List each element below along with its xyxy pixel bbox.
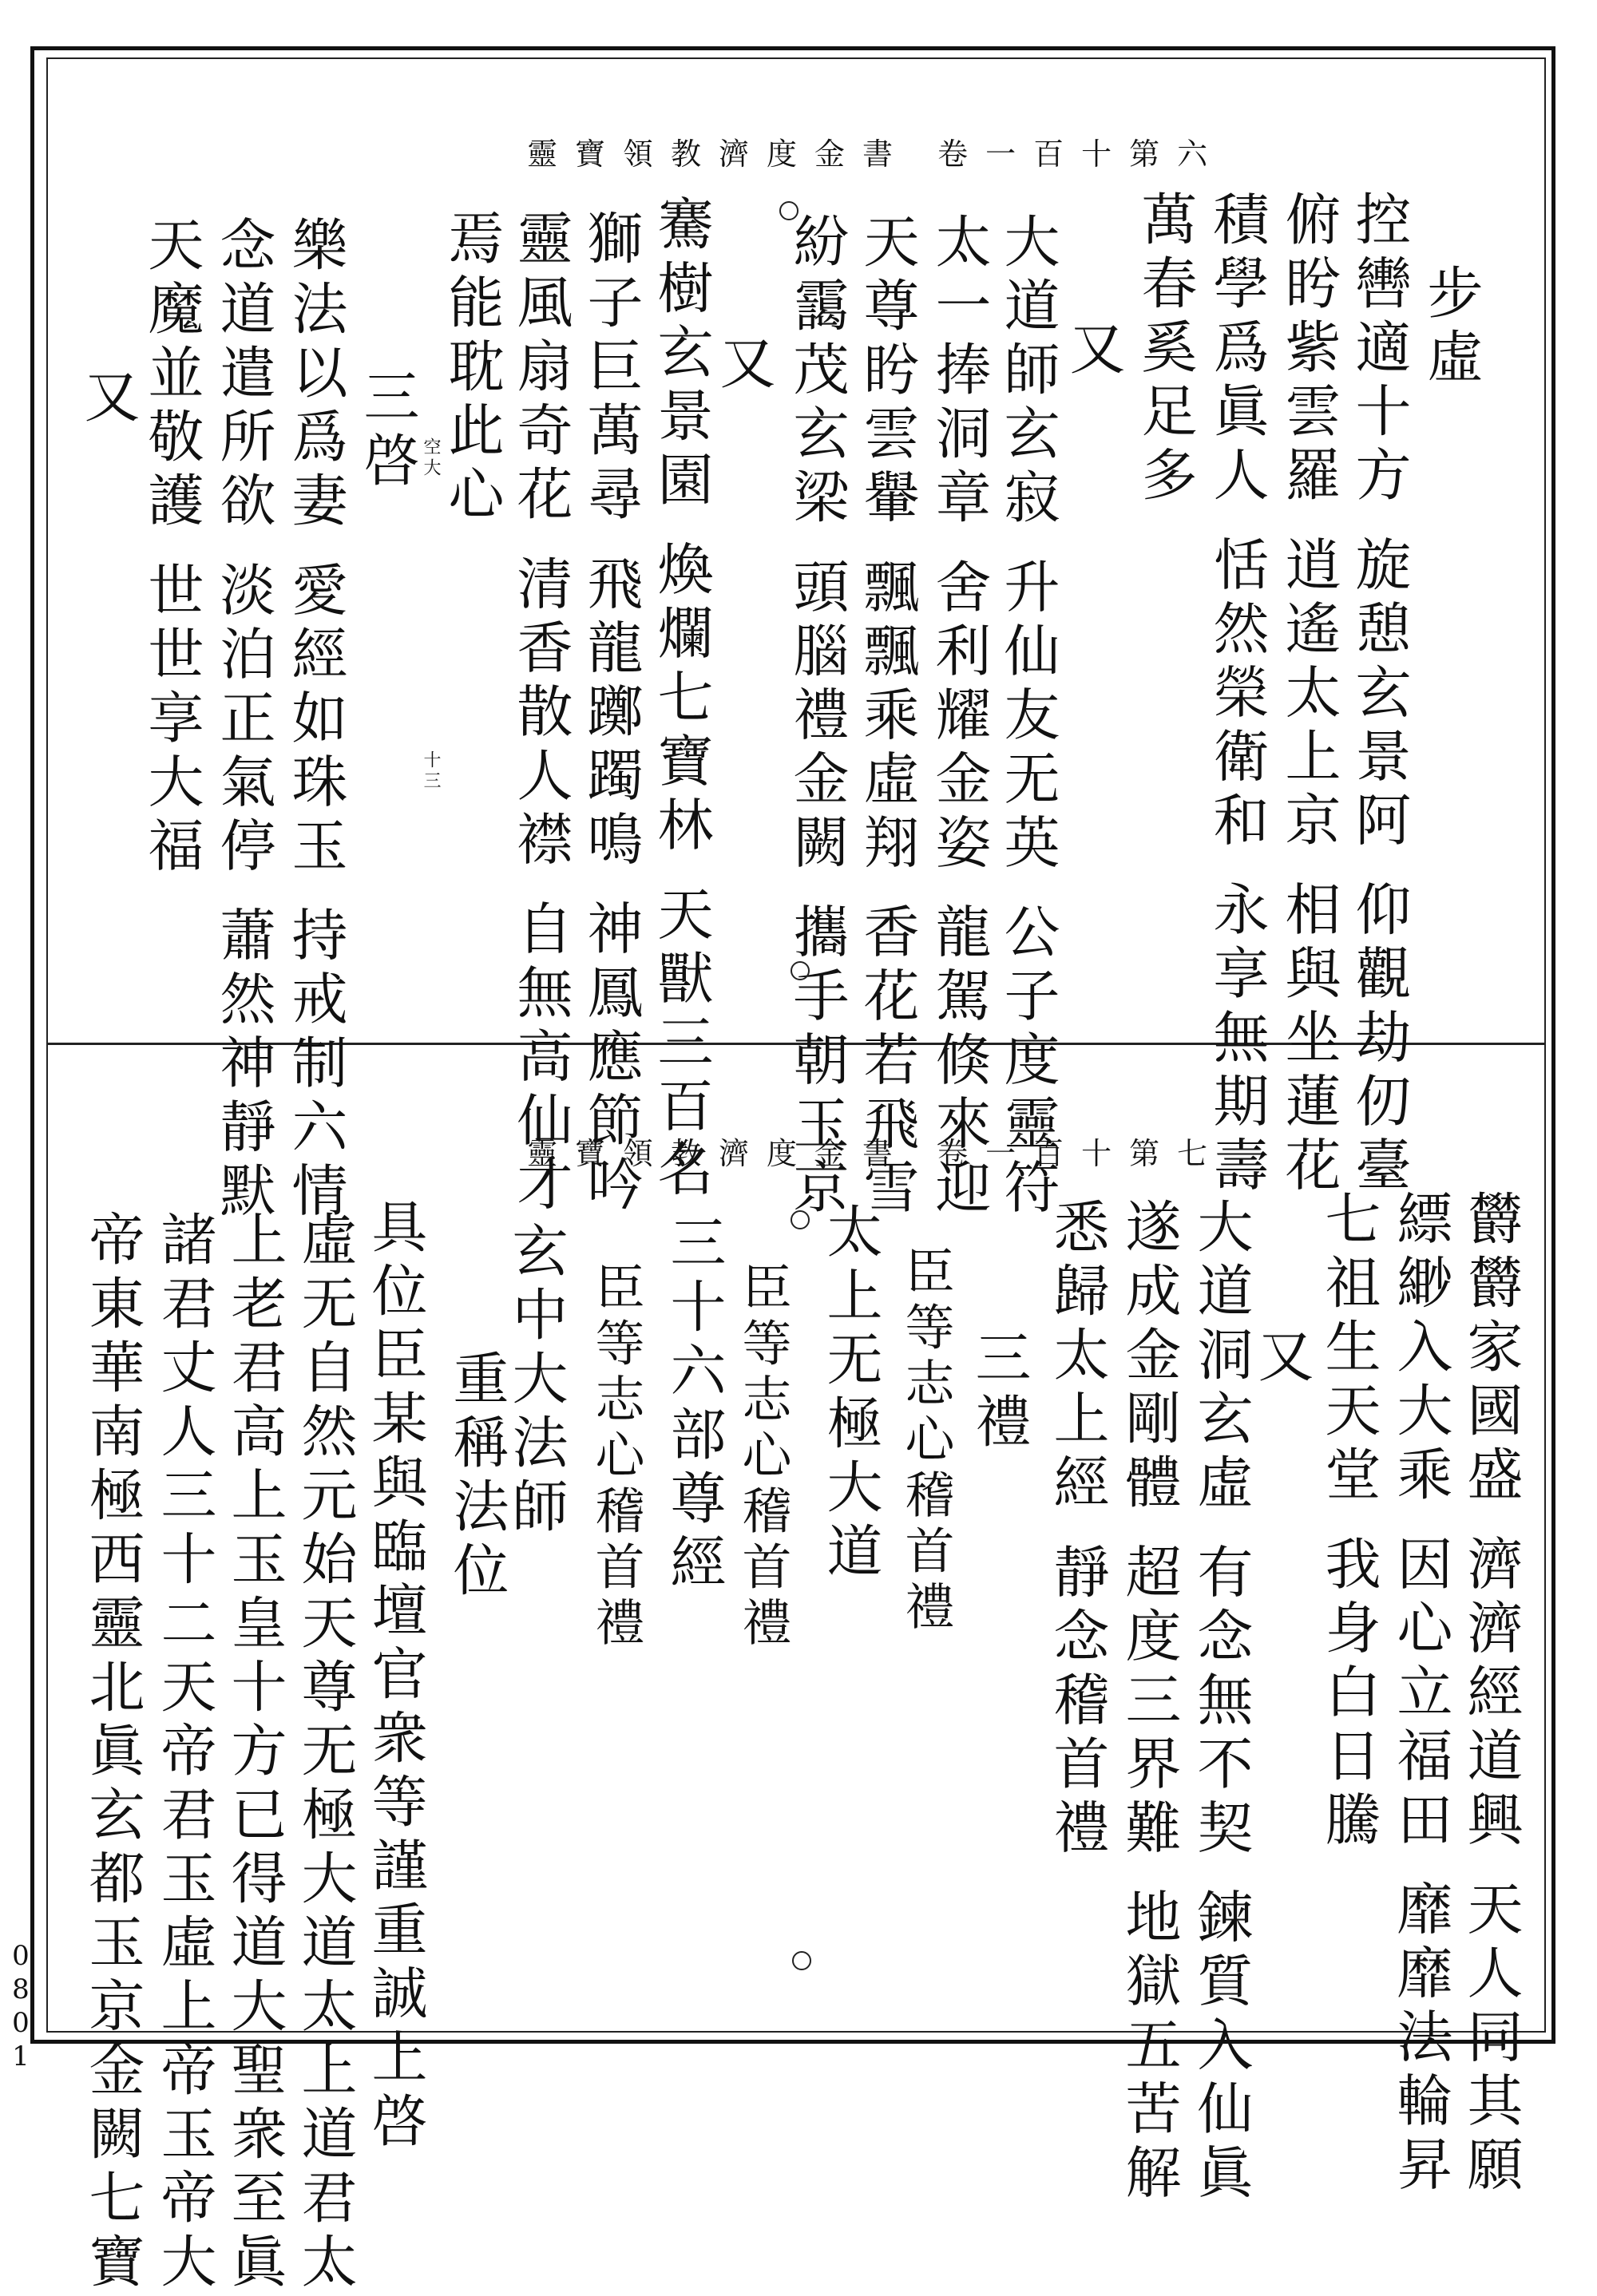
- top-marginal-2: 十三: [421, 750, 441, 792]
- bottom-col-14: 重稱法位: [444, 1349, 509, 1605]
- bottom-col-5: 遂成金剛體 超度三界難 地獄五苦解: [1116, 1197, 1182, 2207]
- punch-hole-mark: [791, 961, 810, 980]
- top-col-6: 大道師玄寂 升仙友无英 公子度靈符: [995, 212, 1060, 1222]
- bottom-col-3: 又: [1249, 1327, 1314, 1391]
- bottom-col-1: 縹緲入大乘 因心立福田 靡靡法輪昇: [1388, 1190, 1453, 2199]
- bottom-col-12: 臣等志心稽首禮: [587, 1261, 645, 1653]
- top-col-17: 念道遣所欲 淡泊正氣停 蕭然神靜默: [211, 216, 276, 1225]
- punch-hole-mark: [791, 1210, 810, 1229]
- bottom-col-15: 具位臣某與臨壇官衆等謹重誠上啓: [363, 1197, 428, 2155]
- bottom-col-7: 三禮: [966, 1328, 1032, 1456]
- bottom-col-18: 諸君丈人三十二天帝君玉虛上帝玉帝大: [152, 1210, 217, 2296]
- top-col-13: 靈風扇奇花 清香散人襟 自無高仙才: [508, 209, 573, 1219]
- bottom-col-13: 玄中大法師: [503, 1221, 569, 1541]
- bottom-col-9: 太上无極大道: [818, 1202, 883, 1585]
- top-col-16: 樂法以爲妻 愛經如珠玉 持戒制六情: [283, 216, 348, 1225]
- top-col-3: 積學爲眞人 恬然榮衛和 永享無期壽: [1204, 190, 1270, 1200]
- bottom-col-17: 上老君高上玉皇十方已得道大聖衆至眞: [222, 1210, 287, 2296]
- bottom-col-6: 悉歸太上經 靜念稽首禮: [1044, 1197, 1110, 1863]
- top-col-14: 焉能耽此心: [439, 209, 505, 528]
- top-header: 靈寶領教濟度金書 卷一百十第六: [527, 137, 1226, 172]
- bottom-col-10: 臣等志心稽首禮: [734, 1261, 792, 1653]
- top-col-0: 步虛: [1418, 263, 1484, 391]
- top-col-4: 萬春奚足多: [1132, 190, 1198, 509]
- top-col-11: 騫樹玄景園 煥爛七寶林 天獸三百名: [648, 195, 714, 1205]
- top-col-18: 天魔並敬護 世世享大福: [139, 216, 204, 881]
- top-col-7: 太一捧洞章 舍利耀金姿 龍駕倏來迎: [926, 212, 992, 1222]
- top-col-9: 紛靄茂玄梁 頭腦禮金闕 攜手朝玉京: [784, 212, 850, 1222]
- bottom-col-4: 大道洞玄虛 有念無不契 鍊質入仙眞: [1188, 1197, 1254, 2207]
- punch-hole-mark: [792, 1951, 811, 1970]
- top-col-19: 又: [75, 367, 141, 431]
- top-col-8: 天尊盻雲轝 飄飄乘虛翔 香花若飛雪: [854, 212, 920, 1222]
- bottom-col-2: 七祖生天堂 我身白日騰: [1316, 1190, 1381, 1855]
- bottom-col-8: 臣等志心稽首禮: [897, 1245, 955, 1637]
- top-col-15: 三啓: [355, 367, 420, 495]
- bottom-col-19: 帝東華南極西靈北眞玄都玉京金闕七寶: [80, 1210, 145, 2296]
- top-col-2: 俯盻紫雲羅 逍遙太上京 相與坐蓮花: [1276, 190, 1341, 1200]
- top-col-12: 獅子巨萬尋 飛龍躑躅鳴 神鳳應節吟: [578, 209, 644, 1219]
- top-marginal-1: 空大: [421, 437, 441, 479]
- bottom-header: 靈寶領教濟度金書 卷一百十第七: [527, 1136, 1226, 1171]
- punch-hole-mark: [779, 201, 798, 220]
- top-col-10: 又: [711, 334, 776, 398]
- bottom-col-16: 虛无自然元始天尊无極大道太上道君太: [292, 1210, 358, 2296]
- bottom-col-0: 欝欝家國盛 濟濟經道興 天人同其願: [1458, 1190, 1524, 2199]
- top-col-5: 又: [1060, 319, 1126, 383]
- bottom-col-11: 三十六部尊經: [661, 1213, 727, 1597]
- page-number: 0801: [5, 1940, 37, 2074]
- top-col-1: 控轡適十方 旋憩玄景阿 仰觀劫仞臺: [1346, 190, 1412, 1200]
